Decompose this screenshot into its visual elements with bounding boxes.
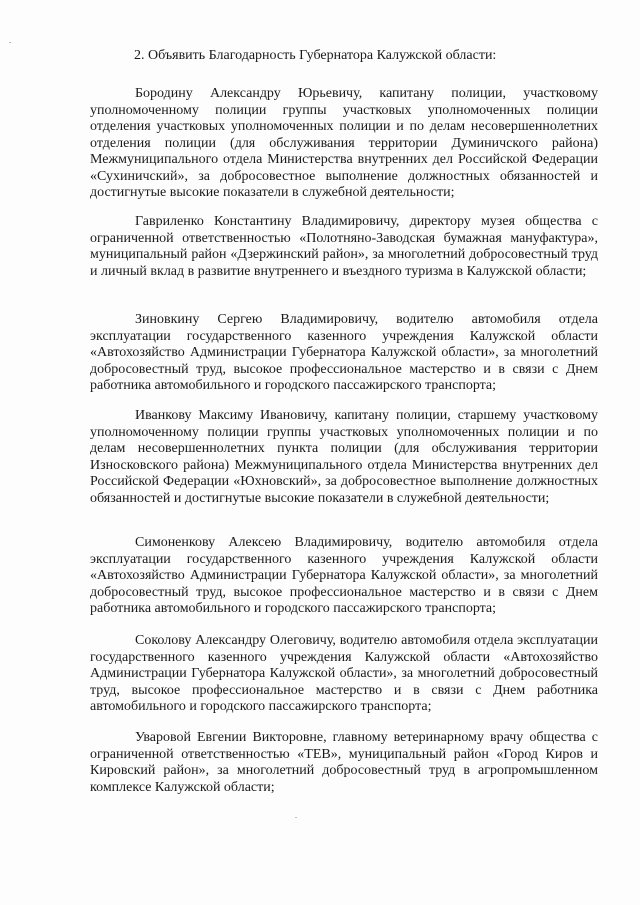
- scan-speck: [295, 817, 297, 818]
- scan-speck: [9, 42, 11, 43]
- award-paragraph-zinovkin: Зиновкину Сергею Владимировичу, водителю автомобиля отдела эксплуатации государственного казенного учреждения Калужской области «Автохозяйство Администрации Губернатора Калужской области», за многолетний добросовестный труд, высокое профессиональное мастерство и в связи с Днем работника автомобильного и городского пассажирского транспорта;: [90, 312, 598, 393]
- award-paragraph-sokolov: Соколову Александру Олеговичу, водителю автомобиля отдела эксплуатации государственного казенного учреждения Калужской области «Автохозяйство Администрации Губернатора Калужской области», за многолетний добросовестный труд, высокое профессиональное мастерство и в связи с Днем работника автомобильного и городского пассажирского транспорта;: [90, 633, 598, 714]
- award-paragraph-uvarova: Уваровой Евгении Викторовне, главному ветеринарному врачу общества с ограниченной ответственностью «ТЕВ», муниципальный район «Город Киров и Кировский район», за многолетний добросовестный труд в агропромышленном комплексе Калужской области;: [90, 730, 598, 795]
- award-paragraph-borodin: Бородину Александру Юрьевичу, капитану полиции, участковому уполномоченному полиции группы участковых уполномоченных полиции отделения участковых уполномоченных полиции и по делам несовершеннолетних отделения полиции (для обслуживания территории Думиничского района) Межмуниципального отдела Министерства внутренних дел Российской Федерации «Сухиничский», за добросовестное выполнение должностных обязанностей и достигнутые высокие показатели в служебной деятельности;: [90, 86, 598, 200]
- award-paragraph-ivankov: Иванкову Максиму Ивановичу, капитану полиции, старшему участковому уполномоченному полиции группы участковых уполномоченных полиции и по делам несовершеннолетних пункта полиции (для обслуживания территории Износковского района) Межмуниципального отдела Министерства внутренних дел Российской Федерации «Юхновский», за добросовестное выполнение должностных обязанностей и достигнутые высокие показатели в служебной деятельности;: [90, 408, 598, 506]
- award-paragraph-gavrilenko: Гавриленко Константину Владимировичу, директору музея общества с ограниченной ответственностью «Полотняно-Заводская бумажная мануфактура», муниципальный район «Дзержинский район», за многолетний добросовестный труд и личный вклад в развитие внутреннего и въездного туризма в Калужской области;: [90, 214, 598, 279]
- award-paragraph-simonenkov: Симоненкову Алексею Владимировичу, водителю автомобиля отдела эксплуатации государственного казенного учреждения Калужской области «Автохозяйство Администрации Губернатора Калужской области», за многолетний добросовестный труд, высокое профессиональное мастерство и в связи с Днем работника автомобильного и городского пассажирского транспорта;: [90, 535, 598, 616]
- section-heading: 2. Объявить Благодарность Губернатора Калужской области:: [134, 48, 497, 63]
